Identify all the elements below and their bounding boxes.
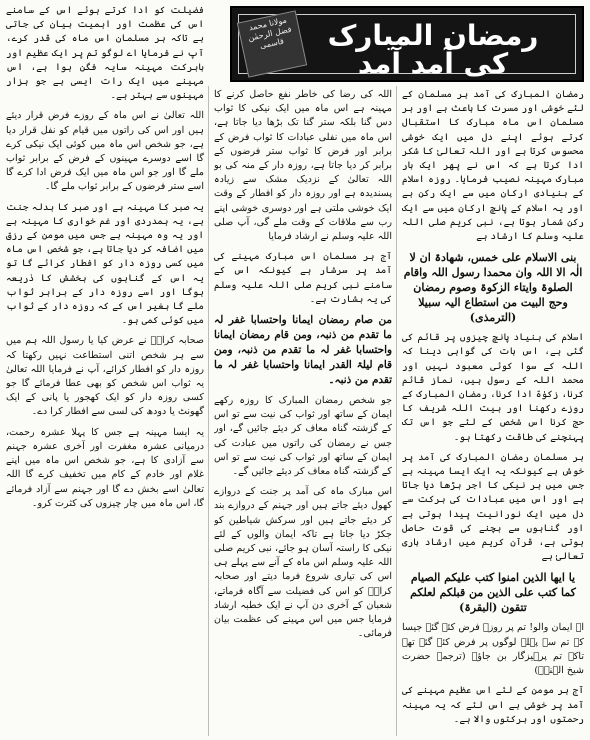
paragraph: فضیلت کو ادا کرتے ہوئے اس کے سامنے اس کی عظمت اور اہمیت بیان کی جاتی ہے تاکہ ہر مسلمان اس ماہ کی قدر کرے، آپ نے فرمایا اے لوگو تم پر ایک عظیم اور بابرکت مہینہ سایہ فگن ہوا ہے، اس مہینے میں ایک رات ایسی ہے جو ہزار مہینوں سے بہتر ہے۔ — [6, 5, 204, 102]
paragraph: رمضان المبارک کی آمد ہر مسلمان کے لئے خوشی اور مسرت کا باعث ہے اور ہر مسلمان اس ماہ مبارک کا استقبال کرتے ہوئے اپنے دل میں ایک خوشی محسوس کرتا ہے اور اللہ تعالیٰ کا شکر ادا کرتا ہے کہ اس نے پھر ایک بار مبارک مہینہ نصیب فرمایا۔ روزہ اسلام کے بنیادی ارکان میں سے ایک رکن ہے اور یہ اسلام کے پانچ ارکان میں سے ایک رکن شمار ہوتا ہے، نبی کریم صلی اللہ علیہ وسلم کا ارشاد ہے — [402, 89, 584, 243]
column-left — [6, 4, 204, 736]
paragraph: جو شخص رمضان المبارک کا روزہ رکھے ایمان کے ساتھ اور ثواب کی نیت سے تو اس کے گزشتہ گناہ معاف کر دیئے جائیں گے، اور جس نے رمضان کی راتوں میں عبادت کی ایمان کے ساتھ اور ثواب کی نیت سے تو اس کے گزشتہ گناہ معاف کر دیئے جائیں گے۔ — [214, 395, 392, 478]
article-title: رمضان المبارک کی آمد آمد — [327, 19, 539, 80]
paragraph: یہ صبر کا مہینہ ہے اور صبر کا بدلہ جنت ہے، یہ ہمدردی اور غم خواری کا مہینہ ہے اور یہ وہ مہینہ ہے جس میں مومن کے رزق میں اضافہ کر دیا جاتا ہے، جو شخص اس ماہ میں کسی روزہ دار کو افطار کرائے گا تو یہ اس کے گناہوں کی بخشش کا ذریعہ ہوگا اور اسے روزہ دار کے برابر ثواب ملے گا بغیر اس کے کہ روزہ دار کے ثواب میں کوئی کمی ہو۔ — [6, 201, 204, 327]
paragraph: اللہ کی رضا کی خاطر نفع حاصل کرنے کا مہینہ ہے اس ماہ میں ایک نیکی کا ثواب دس گنا بلکہ ستر گنا تک بڑھا دیا جاتا ہے، اس ماہ میں نفلی عبادات کا ثواب فرض کے برابر اور فرض کا ثواب ستر فرضوں کے برابر کر دیا جاتا ہے، روزہ دار کے منہ کی بو اللہ تعالیٰ کے نزدیک مشک سے زیادہ پسندیدہ ہے اور روزہ دار کو افطار کے وقت ایک خوشی ملتی ہے اور دوسری خوشی اپنے رب سے ملاقات کے وقت ملے گی، آپ صلی اللہ علیہ وسلم نے ارشاد فرمایا — [214, 89, 392, 243]
paragraph: اسلام کی بنیاد پانچ چیزوں پر قائم کی گئی ہے، اس بات کی گواہی دینا کہ اللہ کے سوا کوئی معبود نہیں اور محمد اللہ کے رسول ہیں، نماز قائم کرنا، زکوٰۃ ادا کرنا، رمضان المبارک کے روزے رکھنا اور بیت اللہ شریف کا حج کرنا اس شخص کے لئے جو اس تک پہنچنے کی طاقت رکھتا ہو۔ — [402, 332, 584, 443]
column-middle — [214, 88, 392, 736]
hadith-arabic: بنی الاسلام علی خمس، شھادۃ ان لا الٰہ الا اللہ وان محمدا رسول اللہ واقام الصلوۃ وایتاء الزکوۃ وصوم رمضان وحج البیت من استطاع الیہ سبیلا (الترمذی) — [403, 251, 583, 325]
paragraph: صحابہ کرامؓ نے عرض کیا یا رسول اللہ ہم میں سے ہر شخص اتنی استطاعت نہیں رکھتا کہ روزہ دار کو افطار کرائے، آپ نے فرمایا اللہ تعالیٰ یہ ثواب اس شخص کو بھی عطا فرمائے گا جو کسی روزہ دار کو ایک کھجور یا پانی کے ایک گھونٹ یا دودھ کی لسی سے افطار کرا دے۔ — [6, 335, 204, 418]
paragraph: ہر مسلمان رمضان المبارک کی آمد پر خوش ہے کیونکہ یہ ایک ایسا مہینہ ہے جس میں ہر نیکی کا اجر بڑھا دیا جاتا ہے اور اس میں عبادات کی برکت سے دل میں ایک نورانیت پیدا ہوتی ہے اور گناہوں سے بچنے کی قوت حاصل ہوتی ہے، قرآن کریم میں ارشاد باری تعالیٰ ہے — [402, 451, 584, 563]
hadith-arabic: من صام رمضان ایمانا واحتسابا غفر لہ ما تقدم من ذنبہ، ومن قام رمضان ایمانا واحتسابا غفر لہ ما تقدم من ذنبہ، ومن قام لیلۃ القدر ایمانا واحتسابا غفر لہ ما تقدم من ذنبہ۔ — [214, 314, 392, 387]
author-byline: مولانا محمد فضل الرحمٰن قاسمی — [237, 10, 307, 77]
paragraph: اے ایمان والو! تم پر روزے فرض کئے گئے جیسا کہ تم سے پہلے لوگوں پر فرض کئے گئے تھے تاکہ تم پرہیزگار بن جاؤ۔ (ترجمہ حضرت شیخ الہندؒ) — [402, 622, 584, 677]
column-divider — [396, 86, 397, 736]
paragraph: اللہ تعالیٰ نے اس ماہ کے روزے فرض قرار دیئے ہیں اور اس کی راتوں میں قیام کو نفل قرار دیا ہے، جو شخص اس ماہ میں کوئی ایک نیکی کرے گا اسے دوسرے مہینوں کے فرض کے برابر ثواب ملے گا اور جو اس ماہ میں ایک فرض ادا کرے گا اسے ستر فرضوں کے برابر ثواب ملے گا۔ — [6, 110, 204, 193]
quran-verse: یا ایھا الذین امنوا کتب علیکم الصیام کما کتب علی الذین من قبلکم لعلکم تتقون (البقرۃ) — [410, 571, 576, 615]
paragraph: آج ہر مومن کے لئے اس عظیم مہینے کی آمد پر خوشی ہے اس لئے کہ یہ مہینہ رحمتوں اور برکتوں والا ہے۔ — [402, 685, 584, 725]
paragraph: اس مبارک ماہ کی آمد پر جنت کے دروازے کھول دیئے جاتے ہیں اور جہنم کے دروازے بند کر دیئے جاتے ہیں اور سرکش شیاطین کو جکڑ دیا جاتا ہے تاکہ ایمان والوں کے لئے نیکی کا راستہ آسان ہو جائے، نبی کریم صلی اللہ علیہ وسلم اس ماہ کے آنے سے پہلے ہی اس کی تیاری شروع فرما دیتے اور صحابہ کرامؓ کو اس کی فضیلت سے آگاہ فرماتے، شعبان کے آخری دن آپ نے ایک خطبہ ارشاد فرمایا جس میں اس مہینے کی عظمت بیان فرمائی۔ — [214, 486, 392, 640]
column-divider — [208, 86, 209, 736]
column-right — [402, 88, 584, 736]
paragraph: یہ ایسا مہینہ ہے جس کا پہلا عشرہ رحمت، درمیانی عشرہ مغفرت اور آخری عشرہ جہنم سے آزادی کا ہے، جو شخص اس ماہ میں اپنے غلام اور خادم کے کام میں تخفیف کرے گا اللہ تعالیٰ اسے بخش دے گا اور جہنم سے آزاد فرمائے گا، اس ماہ میں چار چیزوں کی کثرت کرو۔ — [6, 426, 204, 509]
title-banner — [230, 6, 584, 82]
paragraph: آج ہر مسلمان اس مبارک مہینے کی آمد پر سرشار ہے کیونکہ اس کے سامنے نبی کریم صلی اللہ علیہ وسلم کی یہ بشارت ہے۔ — [214, 251, 392, 305]
